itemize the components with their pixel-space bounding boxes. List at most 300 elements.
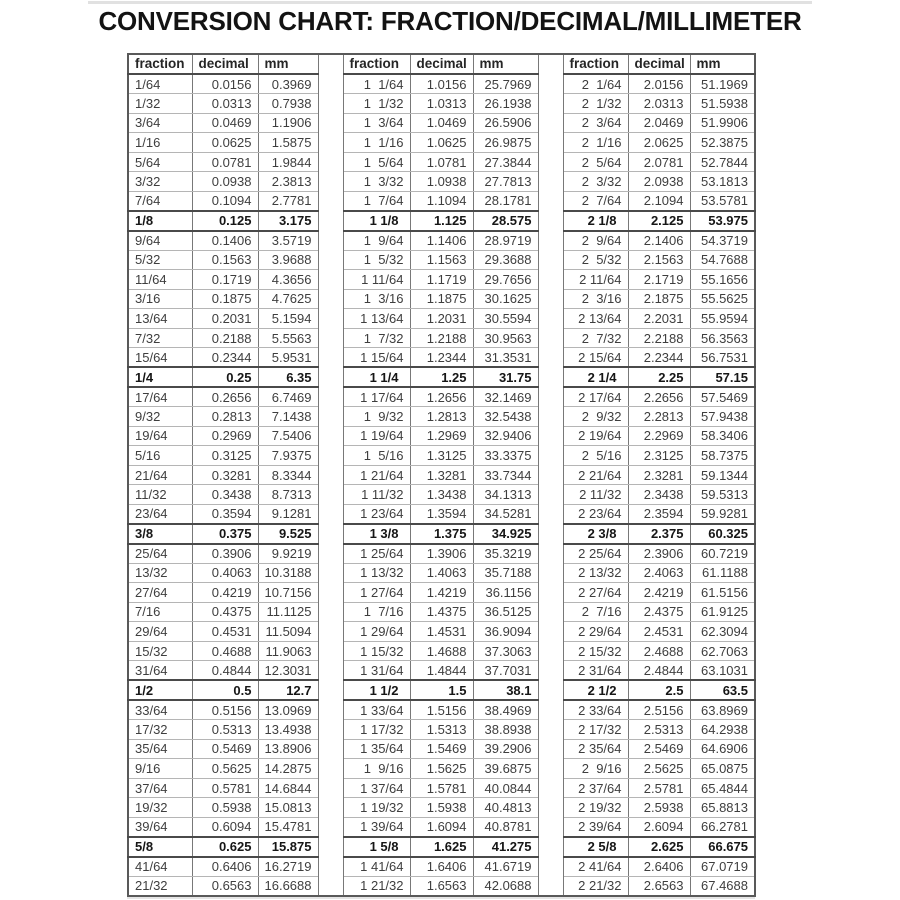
mm-cell: 0.3969: [258, 74, 318, 94]
mm-cell: 6.7469: [258, 387, 318, 407]
fraction-cell: 1/64: [128, 74, 192, 94]
mm-cell: 33.3375: [473, 446, 538, 466]
mm-cell: 4.3656: [258, 270, 318, 290]
mm-cell: 57.15: [690, 367, 755, 387]
decimal-cell: 2.2031: [628, 309, 690, 329]
mm-cell: 34.5281: [473, 504, 538, 524]
decimal-cell: 1.1719: [410, 270, 473, 290]
fraction-cell: 2 15/64: [563, 348, 628, 368]
decimal-cell: 2.5469: [628, 739, 690, 759]
column-header-fraction: fraction: [128, 54, 192, 74]
decimal-cell: 0.4219: [192, 583, 258, 603]
fraction-cell: 2 17/64: [563, 387, 628, 407]
fraction-cell: 2 17/32: [563, 720, 628, 740]
fraction-cell: 1 17/32: [343, 720, 410, 740]
fraction-cell: 2 13/32: [563, 563, 628, 583]
decimal-cell: 2.4531: [628, 622, 690, 642]
decimal-cell: 2.1875: [628, 289, 690, 309]
mm-cell: 2.3813: [258, 172, 318, 192]
decimal-cell: 2.4375: [628, 602, 690, 622]
decimal-cell: 0.5625: [192, 759, 258, 779]
table-row: [128, 309, 755, 329]
decimal-cell: 1.5: [410, 680, 473, 700]
mm-cell: 40.0844: [473, 778, 538, 798]
fraction-cell: 21/64: [128, 465, 192, 485]
table-row: [128, 250, 755, 270]
decimal-cell: 0.3594: [192, 504, 258, 524]
decimal-cell: 2.125: [628, 211, 690, 231]
mm-cell: 56.3563: [690, 328, 755, 348]
table-row: [128, 837, 755, 857]
mm-cell: 3.175: [258, 211, 318, 231]
table-row: [128, 524, 755, 544]
fraction-cell: 2 29/64: [563, 622, 628, 642]
mm-cell: 67.4688: [690, 876, 755, 896]
fraction-cell: 2 9/64: [563, 231, 628, 251]
decimal-cell: 2.0625: [628, 133, 690, 153]
decimal-cell: 0.1719: [192, 270, 258, 290]
fraction-cell: 29/64: [128, 622, 192, 642]
table-row: [128, 563, 755, 583]
fraction-cell: 31/64: [128, 661, 192, 681]
fraction-cell: 1 11/64: [343, 270, 410, 290]
decimal-cell: 0.5: [192, 680, 258, 700]
fraction-cell: 2 35/64: [563, 739, 628, 759]
mm-cell: 28.575: [473, 211, 538, 231]
fraction-cell: 17/64: [128, 387, 192, 407]
mm-cell: 54.3719: [690, 231, 755, 251]
table-row: [128, 661, 755, 681]
mm-cell: 28.9719: [473, 231, 538, 251]
decimal-cell: 0.1563: [192, 250, 258, 270]
fraction-cell: 1 21/64: [343, 465, 410, 485]
fraction-cell: 5/64: [128, 152, 192, 172]
fraction-cell: 17/32: [128, 720, 192, 740]
mm-cell: 53.975: [690, 211, 755, 231]
decimal-cell: 1.2188: [410, 328, 473, 348]
column-spacer: [318, 54, 343, 896]
fraction-cell: 1 1/16: [343, 133, 410, 153]
table-row: [128, 700, 755, 720]
mm-cell: 53.1813: [690, 172, 755, 192]
decimal-cell: 2.2656: [628, 387, 690, 407]
fraction-cell: 1 27/64: [343, 583, 410, 603]
mm-cell: 11.9063: [258, 641, 318, 661]
fraction-cell: 2 15/32: [563, 641, 628, 661]
fraction-cell: 2 11/64: [563, 270, 628, 290]
column-header-fraction: fraction: [343, 54, 410, 74]
decimal-cell: 2.2188: [628, 328, 690, 348]
decimal-cell: 1.4531: [410, 622, 473, 642]
fraction-cell: 1/32: [128, 94, 192, 114]
mm-cell: 0.7938: [258, 94, 318, 114]
mm-cell: 16.6688: [258, 876, 318, 896]
mm-cell: 35.3219: [473, 544, 538, 564]
decimal-cell: 0.1875: [192, 289, 258, 309]
mm-cell: 4.7625: [258, 289, 318, 309]
fraction-cell: 2 5/16: [563, 446, 628, 466]
fraction-cell: 13/32: [128, 563, 192, 583]
fraction-cell: 2 1/2: [563, 680, 628, 700]
decimal-cell: 0.25: [192, 367, 258, 387]
table-row: [128, 172, 755, 192]
mm-cell: 1.5875: [258, 133, 318, 153]
fraction-cell: 1 37/64: [343, 778, 410, 798]
mm-cell: 3.9688: [258, 250, 318, 270]
fraction-cell: 1/16: [128, 133, 192, 153]
mm-cell: 62.7063: [690, 641, 755, 661]
mm-cell: 67.0719: [690, 857, 755, 877]
decimal-cell: 2.1563: [628, 250, 690, 270]
mm-cell: 5.1594: [258, 309, 318, 329]
decimal-cell: 1.5781: [410, 778, 473, 798]
decimal-cell: 0.0938: [192, 172, 258, 192]
decimal-cell: 0.1406: [192, 231, 258, 251]
mm-cell: 30.5594: [473, 309, 538, 329]
fraction-cell: 9/64: [128, 231, 192, 251]
decimal-cell: 1.3125: [410, 446, 473, 466]
fraction-cell: 1 13/64: [343, 309, 410, 329]
mm-cell: 38.1: [473, 680, 538, 700]
fraction-cell: 33/64: [128, 700, 192, 720]
decimal-cell: 2.0313: [628, 94, 690, 114]
mm-cell: 64.2938: [690, 720, 755, 740]
table-row: [128, 367, 755, 387]
table-row: [128, 289, 755, 309]
mm-cell: 63.8969: [690, 700, 755, 720]
fraction-cell: 39/64: [128, 817, 192, 837]
fraction-cell: 1 1/2: [343, 680, 410, 700]
table-row: [128, 720, 755, 740]
table-row: [128, 446, 755, 466]
fraction-cell: 2 5/64: [563, 152, 628, 172]
mm-cell: 59.9281: [690, 504, 755, 524]
decimal-cell: 2.5781: [628, 778, 690, 798]
mm-cell: 9.525: [258, 524, 318, 544]
fraction-cell: 2 1/4: [563, 367, 628, 387]
column-header-mm: mm: [473, 54, 538, 74]
decimal-cell: 1.6563: [410, 876, 473, 896]
fraction-cell: 1 1/64: [343, 74, 410, 94]
mm-cell: 65.8813: [690, 798, 755, 818]
decimal-cell: 0.2188: [192, 328, 258, 348]
decimal-cell: 1.5156: [410, 700, 473, 720]
mm-cell: 9.9219: [258, 544, 318, 564]
decimal-cell: 2.5156: [628, 700, 690, 720]
mm-cell: 38.8938: [473, 720, 538, 740]
decimal-cell: 1.375: [410, 524, 473, 544]
fraction-cell: 19/32: [128, 798, 192, 818]
mm-cell: 29.3688: [473, 250, 538, 270]
decimal-cell: 0.2813: [192, 407, 258, 427]
mm-cell: 11.5094: [258, 622, 318, 642]
decimal-cell: 2.0781: [628, 152, 690, 172]
fraction-cell: 2 19/64: [563, 426, 628, 446]
column-header-decimal: decimal: [192, 54, 258, 74]
table-row: [128, 583, 755, 603]
mm-cell: 8.7313: [258, 485, 318, 505]
decimal-cell: 1.5313: [410, 720, 473, 740]
fraction-cell: 1 19/64: [343, 426, 410, 446]
fraction-cell: 2 1/16: [563, 133, 628, 153]
column-header-decimal: decimal: [628, 54, 690, 74]
fraction-cell: 1 33/64: [343, 700, 410, 720]
table-row: [128, 74, 755, 94]
decimal-cell: 2.3438: [628, 485, 690, 505]
table-row: [128, 544, 755, 564]
mm-cell: 30.1625: [473, 289, 538, 309]
decimal-cell: 0.4688: [192, 641, 258, 661]
decimal-cell: 0.3281: [192, 465, 258, 485]
mm-cell: 54.7688: [690, 250, 755, 270]
table-row: [128, 876, 755, 896]
table-row: [128, 465, 755, 485]
fraction-cell: 7/64: [128, 191, 192, 211]
fraction-cell: 2 5/8: [563, 837, 628, 857]
decimal-cell: 0.2969: [192, 426, 258, 446]
decimal-cell: 1.25: [410, 367, 473, 387]
table-row: [128, 328, 755, 348]
decimal-cell: 2.6094: [628, 817, 690, 837]
mm-cell: 27.7813: [473, 172, 538, 192]
mm-cell: 9.1281: [258, 504, 318, 524]
mm-cell: 57.9438: [690, 407, 755, 427]
fraction-cell: 1 3/64: [343, 113, 410, 133]
fraction-cell: 3/64: [128, 113, 192, 133]
fraction-cell: 1 7/32: [343, 328, 410, 348]
decimal-cell: 1.1094: [410, 191, 473, 211]
fraction-cell: 1 3/16: [343, 289, 410, 309]
decimal-cell: 0.375: [192, 524, 258, 544]
mm-cell: 6.35: [258, 367, 318, 387]
mm-cell: 8.3344: [258, 465, 318, 485]
table-row: [128, 94, 755, 114]
fraction-cell: 41/64: [128, 857, 192, 877]
fraction-cell: 1 3/32: [343, 172, 410, 192]
fraction-cell: 2 1/8: [563, 211, 628, 231]
table-row: [128, 739, 755, 759]
decimal-cell: 0.1094: [192, 191, 258, 211]
mm-cell: 32.1469: [473, 387, 538, 407]
table-row: [128, 231, 755, 251]
mm-cell: 53.5781: [690, 191, 755, 211]
table-row: [128, 504, 755, 524]
decimal-cell: 0.0156: [192, 74, 258, 94]
scan-artifact-bottom: [127, 897, 755, 899]
fraction-cell: 2 7/32: [563, 328, 628, 348]
fraction-cell: 9/32: [128, 407, 192, 427]
mm-cell: 25.7969: [473, 74, 538, 94]
mm-cell: 31.3531: [473, 348, 538, 368]
mm-cell: 27.3844: [473, 152, 538, 172]
decimal-cell: 0.3906: [192, 544, 258, 564]
fraction-cell: 3/8: [128, 524, 192, 544]
table-header-row: [128, 54, 755, 74]
mm-cell: 57.5469: [690, 387, 755, 407]
mm-cell: 39.6875: [473, 759, 538, 779]
fraction-cell: 1/4: [128, 367, 192, 387]
decimal-cell: 0.5781: [192, 778, 258, 798]
decimal-cell: 0.3125: [192, 446, 258, 466]
table-row: [128, 680, 755, 700]
table-row: [128, 152, 755, 172]
fraction-cell: 2 25/64: [563, 544, 628, 564]
table-row: [128, 817, 755, 837]
mm-cell: 13.4938: [258, 720, 318, 740]
mm-cell: 59.1344: [690, 465, 755, 485]
mm-cell: 7.5406: [258, 426, 318, 446]
decimal-cell: 1.2344: [410, 348, 473, 368]
fraction-cell: 1 7/16: [343, 602, 410, 622]
fraction-cell: 13/64: [128, 309, 192, 329]
mm-cell: 26.5906: [473, 113, 538, 133]
mm-cell: 59.5313: [690, 485, 755, 505]
decimal-cell: 2.3906: [628, 544, 690, 564]
table-row: [128, 387, 755, 407]
decimal-cell: 2.25: [628, 367, 690, 387]
fraction-cell: 25/64: [128, 544, 192, 564]
mm-cell: 37.3063: [473, 641, 538, 661]
fraction-cell: 1 1/4: [343, 367, 410, 387]
mm-cell: 65.0875: [690, 759, 755, 779]
decimal-cell: 1.5469: [410, 739, 473, 759]
decimal-cell: 0.0313: [192, 94, 258, 114]
decimal-cell: 1.125: [410, 211, 473, 231]
decimal-cell: 2.4219: [628, 583, 690, 603]
mm-cell: 55.9594: [690, 309, 755, 329]
fraction-cell: 2 3/8: [563, 524, 628, 544]
mm-cell: 15.0813: [258, 798, 318, 818]
fraction-cell: 1 1/8: [343, 211, 410, 231]
decimal-cell: 1.4063: [410, 563, 473, 583]
decimal-cell: 2.0938: [628, 172, 690, 192]
mm-cell: 36.5125: [473, 602, 538, 622]
decimal-cell: 2.3125: [628, 446, 690, 466]
mm-cell: 5.5563: [258, 328, 318, 348]
fraction-cell: 1 9/32: [343, 407, 410, 427]
mm-cell: 1.9844: [258, 152, 318, 172]
decimal-cell: 2.1719: [628, 270, 690, 290]
decimal-cell: 1.4375: [410, 602, 473, 622]
table-row: [128, 622, 755, 642]
fraction-cell: 2 27/64: [563, 583, 628, 603]
fraction-cell: 1 39/64: [343, 817, 410, 837]
fraction-cell: 2 5/32: [563, 250, 628, 270]
decimal-cell: 2.2344: [628, 348, 690, 368]
fraction-cell: 1 29/64: [343, 622, 410, 642]
column-header-mm: mm: [690, 54, 755, 74]
fraction-cell: 1 41/64: [343, 857, 410, 877]
mm-cell: 12.3031: [258, 661, 318, 681]
mm-cell: 32.5438: [473, 407, 538, 427]
mm-cell: 7.9375: [258, 446, 318, 466]
decimal-cell: 2.3594: [628, 504, 690, 524]
mm-cell: 64.6906: [690, 739, 755, 759]
fraction-cell: 1 31/64: [343, 661, 410, 681]
decimal-cell: 2.0469: [628, 113, 690, 133]
mm-cell: 34.925: [473, 524, 538, 544]
fraction-cell: 1 5/8: [343, 837, 410, 857]
fraction-cell: 2 19/32: [563, 798, 628, 818]
fraction-cell: 5/32: [128, 250, 192, 270]
fraction-cell: 2 37/64: [563, 778, 628, 798]
fraction-cell: 2 23/64: [563, 504, 628, 524]
mm-cell: 28.1781: [473, 191, 538, 211]
decimal-cell: 2.1094: [628, 191, 690, 211]
decimal-cell: 2.6406: [628, 857, 690, 877]
fraction-cell: 1/2: [128, 680, 192, 700]
decimal-cell: 0.4063: [192, 563, 258, 583]
decimal-cell: 0.4375: [192, 602, 258, 622]
mm-cell: 2.7781: [258, 191, 318, 211]
decimal-cell: 2.375: [628, 524, 690, 544]
mm-cell: 62.3094: [690, 622, 755, 642]
decimal-cell: 0.5313: [192, 720, 258, 740]
mm-cell: 14.2875: [258, 759, 318, 779]
mm-cell: 51.9906: [690, 113, 755, 133]
table-row: [128, 348, 755, 368]
mm-cell: 5.9531: [258, 348, 318, 368]
fraction-cell: 15/64: [128, 348, 192, 368]
decimal-cell: 2.5625: [628, 759, 690, 779]
mm-cell: 15.4781: [258, 817, 318, 837]
decimal-cell: 2.0156: [628, 74, 690, 94]
mm-cell: 30.9563: [473, 328, 538, 348]
fraction-cell: 1 15/64: [343, 348, 410, 368]
mm-cell: 15.875: [258, 837, 318, 857]
mm-cell: 39.2906: [473, 739, 538, 759]
decimal-cell: 2.4063: [628, 563, 690, 583]
mm-cell: 26.1938: [473, 94, 538, 114]
mm-cell: 7.1438: [258, 407, 318, 427]
decimal-cell: 1.3438: [410, 485, 473, 505]
fraction-cell: 1 5/32: [343, 250, 410, 270]
fraction-cell: 11/64: [128, 270, 192, 290]
decimal-cell: 1.3594: [410, 504, 473, 524]
mm-cell: 36.9094: [473, 622, 538, 642]
mm-cell: 1.1906: [258, 113, 318, 133]
fraction-cell: 2 21/32: [563, 876, 628, 896]
fraction-cell: 1 13/32: [343, 563, 410, 583]
fraction-cell: 2 31/64: [563, 661, 628, 681]
decimal-cell: 1.0781: [410, 152, 473, 172]
decimal-cell: 0.6563: [192, 876, 258, 896]
decimal-cell: 0.4531: [192, 622, 258, 642]
decimal-cell: 1.0469: [410, 113, 473, 133]
column-header-fraction: fraction: [563, 54, 628, 74]
mm-cell: 13.8906: [258, 739, 318, 759]
mm-cell: 35.7188: [473, 563, 538, 583]
decimal-cell: 1.4219: [410, 583, 473, 603]
decimal-cell: 0.0625: [192, 133, 258, 153]
fraction-cell: 1 1/32: [343, 94, 410, 114]
fraction-cell: 2 41/64: [563, 857, 628, 877]
fraction-cell: 2 7/16: [563, 602, 628, 622]
fraction-cell: 2 3/16: [563, 289, 628, 309]
table-row: [128, 798, 755, 818]
table-row: [128, 211, 755, 231]
mm-cell: 36.1156: [473, 583, 538, 603]
decimal-cell: 1.6406: [410, 857, 473, 877]
mm-cell: 55.5625: [690, 289, 755, 309]
fraction-cell: 1 5/16: [343, 446, 410, 466]
mm-cell: 12.7: [258, 680, 318, 700]
decimal-cell: 1.5938: [410, 798, 473, 818]
decimal-cell: 0.3438: [192, 485, 258, 505]
mm-cell: 40.8781: [473, 817, 538, 837]
decimal-cell: 0.125: [192, 211, 258, 231]
fraction-cell: 2 7/64: [563, 191, 628, 211]
